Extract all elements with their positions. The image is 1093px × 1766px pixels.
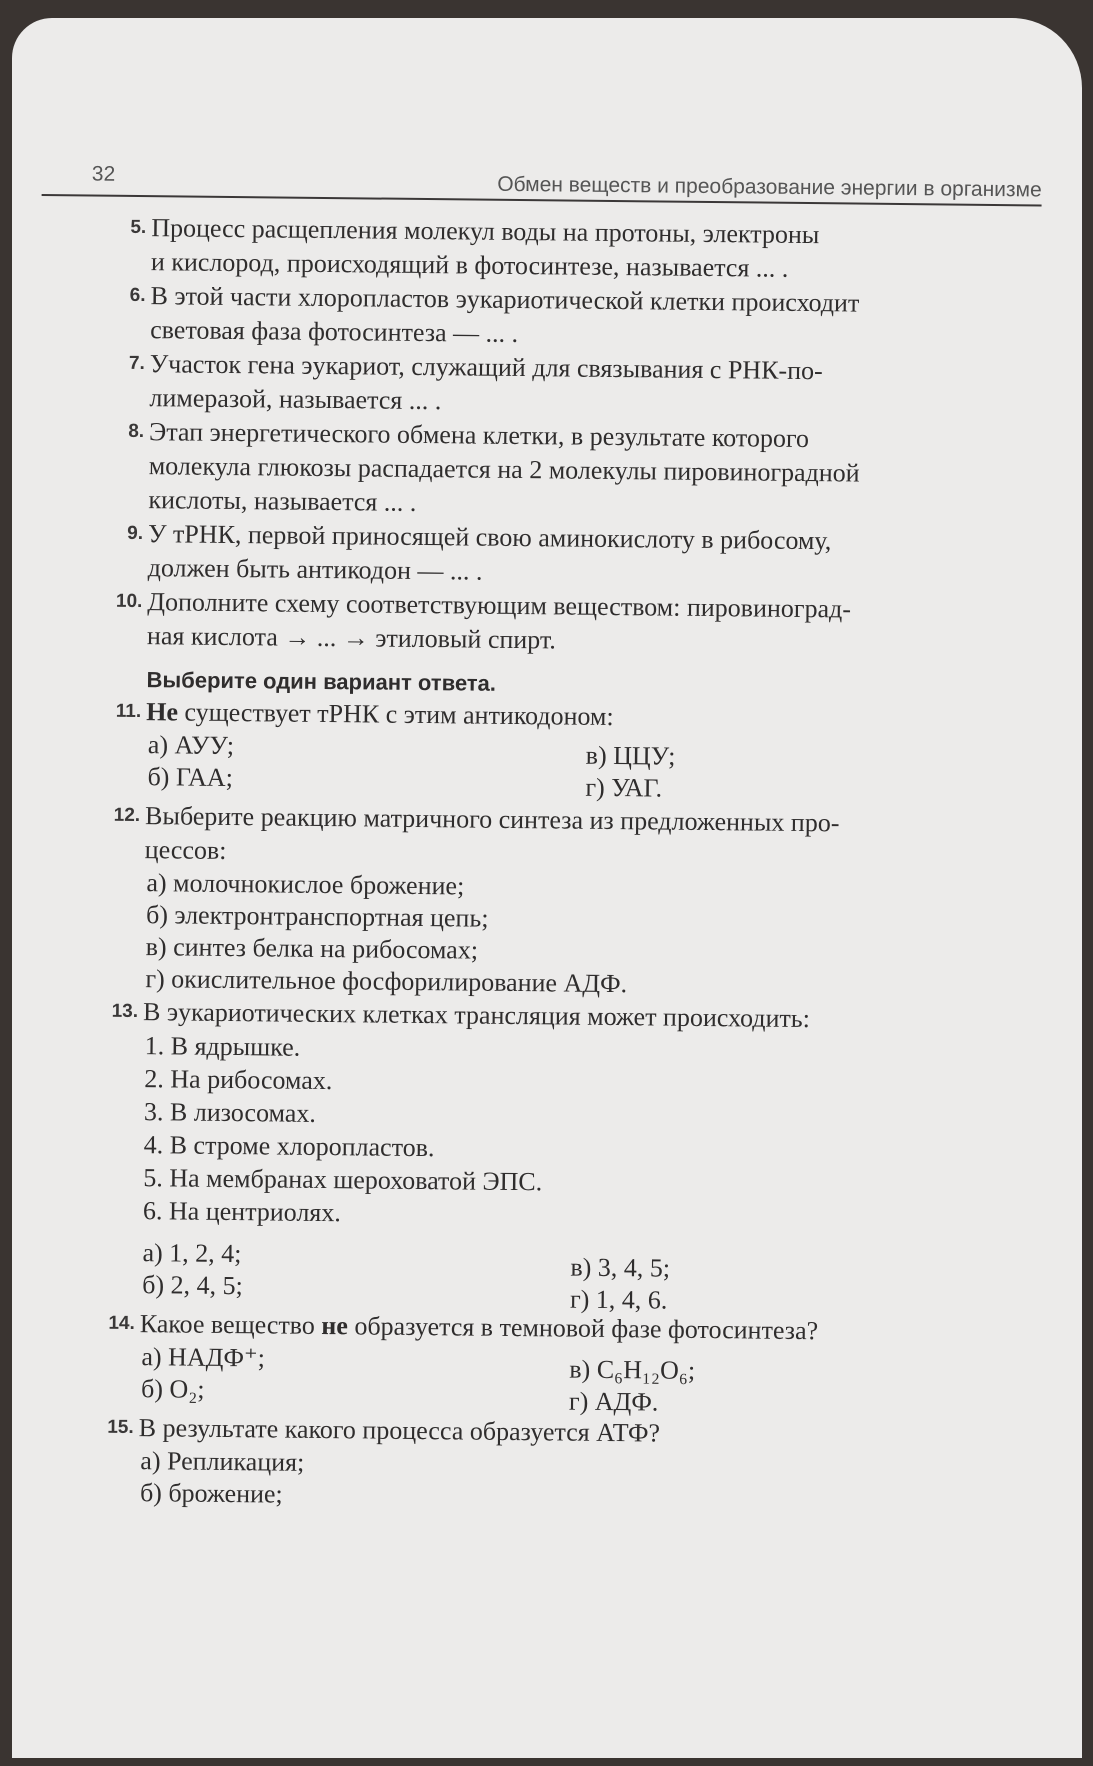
question-line: молекула глюкозы распадается на 2 молекулы пировиноградной [148, 451, 860, 488]
question-number: 14. [108, 1312, 135, 1335]
list-item: 5. На мембранах шероховатой ЭПС. [143, 1163, 543, 1197]
question-line: Дополните схему соответствующим веществом: пировиноград- [147, 587, 852, 624]
question-line: существует тРНК с этим антикодоном: [177, 697, 614, 732]
option-d: г) окислительное фосфорилирование АДФ. [145, 964, 628, 999]
question-number: 9. [127, 522, 144, 545]
question-line: Какое вещество [139, 1309, 322, 1340]
option-c: в) ЦЦУ; [585, 740, 676, 771]
question-line: цессов: [144, 835, 227, 865]
list-item: 4. В строме хлоропластов. [143, 1130, 435, 1163]
question-9 [38, 516, 1039, 594]
option-b: б) O₂; [140, 1374, 205, 1404]
question-number: 12. [113, 804, 141, 827]
numbered-list [31, 1028, 1033, 1236]
answer-grid [30, 1236, 1031, 1316]
option-a: а) Репликация; [140, 1446, 305, 1477]
emphasis: не [321, 1310, 349, 1341]
question-number: 7. [128, 352, 145, 375]
option-a: а) молочнокислое брожение; [146, 868, 465, 901]
option-a: а) НАДФ⁺; [141, 1342, 266, 1373]
book-page [12, 18, 1082, 1758]
option-d: г) УАГ. [585, 772, 663, 803]
question-line: и кислород, происходящий в фотосинтезе, называется ... . [150, 247, 789, 283]
answer-grid [29, 1340, 1030, 1420]
question-12 [35, 798, 1036, 876]
question-line: Выберите реакцию матричного синтеза из предложенных про- [144, 801, 840, 838]
question-line: В результате какого процесса образуется АТФ? [138, 1413, 661, 1448]
question-line: световая фаза фотосинтеза — ... . [150, 315, 519, 348]
question-line: лимеразой, называется ... . [149, 383, 442, 416]
question-number: 13. [111, 1000, 139, 1023]
question-10 [37, 584, 1038, 662]
option-d: г) АДФ. [568, 1386, 659, 1417]
question-5 [41, 210, 1042, 288]
question-line: Этап энергетического обмена клетки, в результате которого [148, 417, 810, 454]
page-content [28, 158, 1042, 1518]
question-line: В эукариотических клетках трансляция может происходить: [142, 997, 811, 1034]
question-line: должен быть антикодон — ... . [147, 553, 483, 586]
list-item: 1. В ядрышке. [144, 1031, 301, 1062]
emphasis: Не [146, 697, 179, 727]
question-line: Участок гена эукариот, служащий для связывания с РНК-по- [149, 349, 823, 386]
option-c: в) C₆H₁₂O₆; [569, 1354, 696, 1385]
option-d: г) 1, 4, 6. [569, 1284, 668, 1315]
question-number: 8. [128, 420, 145, 443]
list-item: 2. На рибосомах. [144, 1064, 333, 1096]
chapter-title: Обмен веществ и преобразование энергии в организме [497, 172, 1042, 202]
question-number: 11. [115, 700, 142, 723]
question-8 [38, 414, 1039, 526]
option-b: б) брожение; [139, 1478, 283, 1509]
page-number: 32 [91, 162, 116, 186]
list-item: 6. На центриолях. [142, 1196, 341, 1228]
question-line: кислоты, называется ... . [148, 485, 417, 517]
option-b: б) электронтранспортная цепь; [145, 900, 489, 933]
question-number: 6. [129, 284, 146, 307]
question-line: образуется в темновой фазе фотосинтеза? [347, 1311, 819, 1346]
question-7 [39, 346, 1040, 424]
option-b: б) ГАА; [147, 762, 234, 793]
list-item: 3. В лизосомах. [143, 1097, 317, 1128]
answer-options [28, 1444, 1029, 1518]
question-line: ная кислота → ... → этиловый спирт. [146, 621, 556, 655]
question-line: В этой части хлоропластов эукариотической клетки происходит [150, 281, 860, 318]
option-a: а) 1, 2, 4; [142, 1238, 242, 1269]
question-number: 5. [130, 216, 147, 239]
option-b: б) 2, 4, 5; [142, 1270, 243, 1301]
answer-options [33, 866, 1034, 1004]
answer-grid [35, 728, 1036, 808]
section-heading: Выберите один вариант ответа. [146, 667, 497, 696]
option-c: в) 3, 4, 5; [570, 1252, 671, 1283]
option-c: в) синтез белка на рибосомах; [145, 932, 479, 965]
question-number: 10. [115, 590, 143, 613]
question-line: У тРНК, первой приносящей свою аминокислоту в рибосому, [147, 519, 832, 556]
question-line: Процесс расщепления молекул воды на протоны, электроны [151, 213, 820, 250]
question-number: 15. [107, 1416, 134, 1439]
question-6 [40, 278, 1041, 356]
option-a: а) АУУ; [147, 730, 235, 761]
